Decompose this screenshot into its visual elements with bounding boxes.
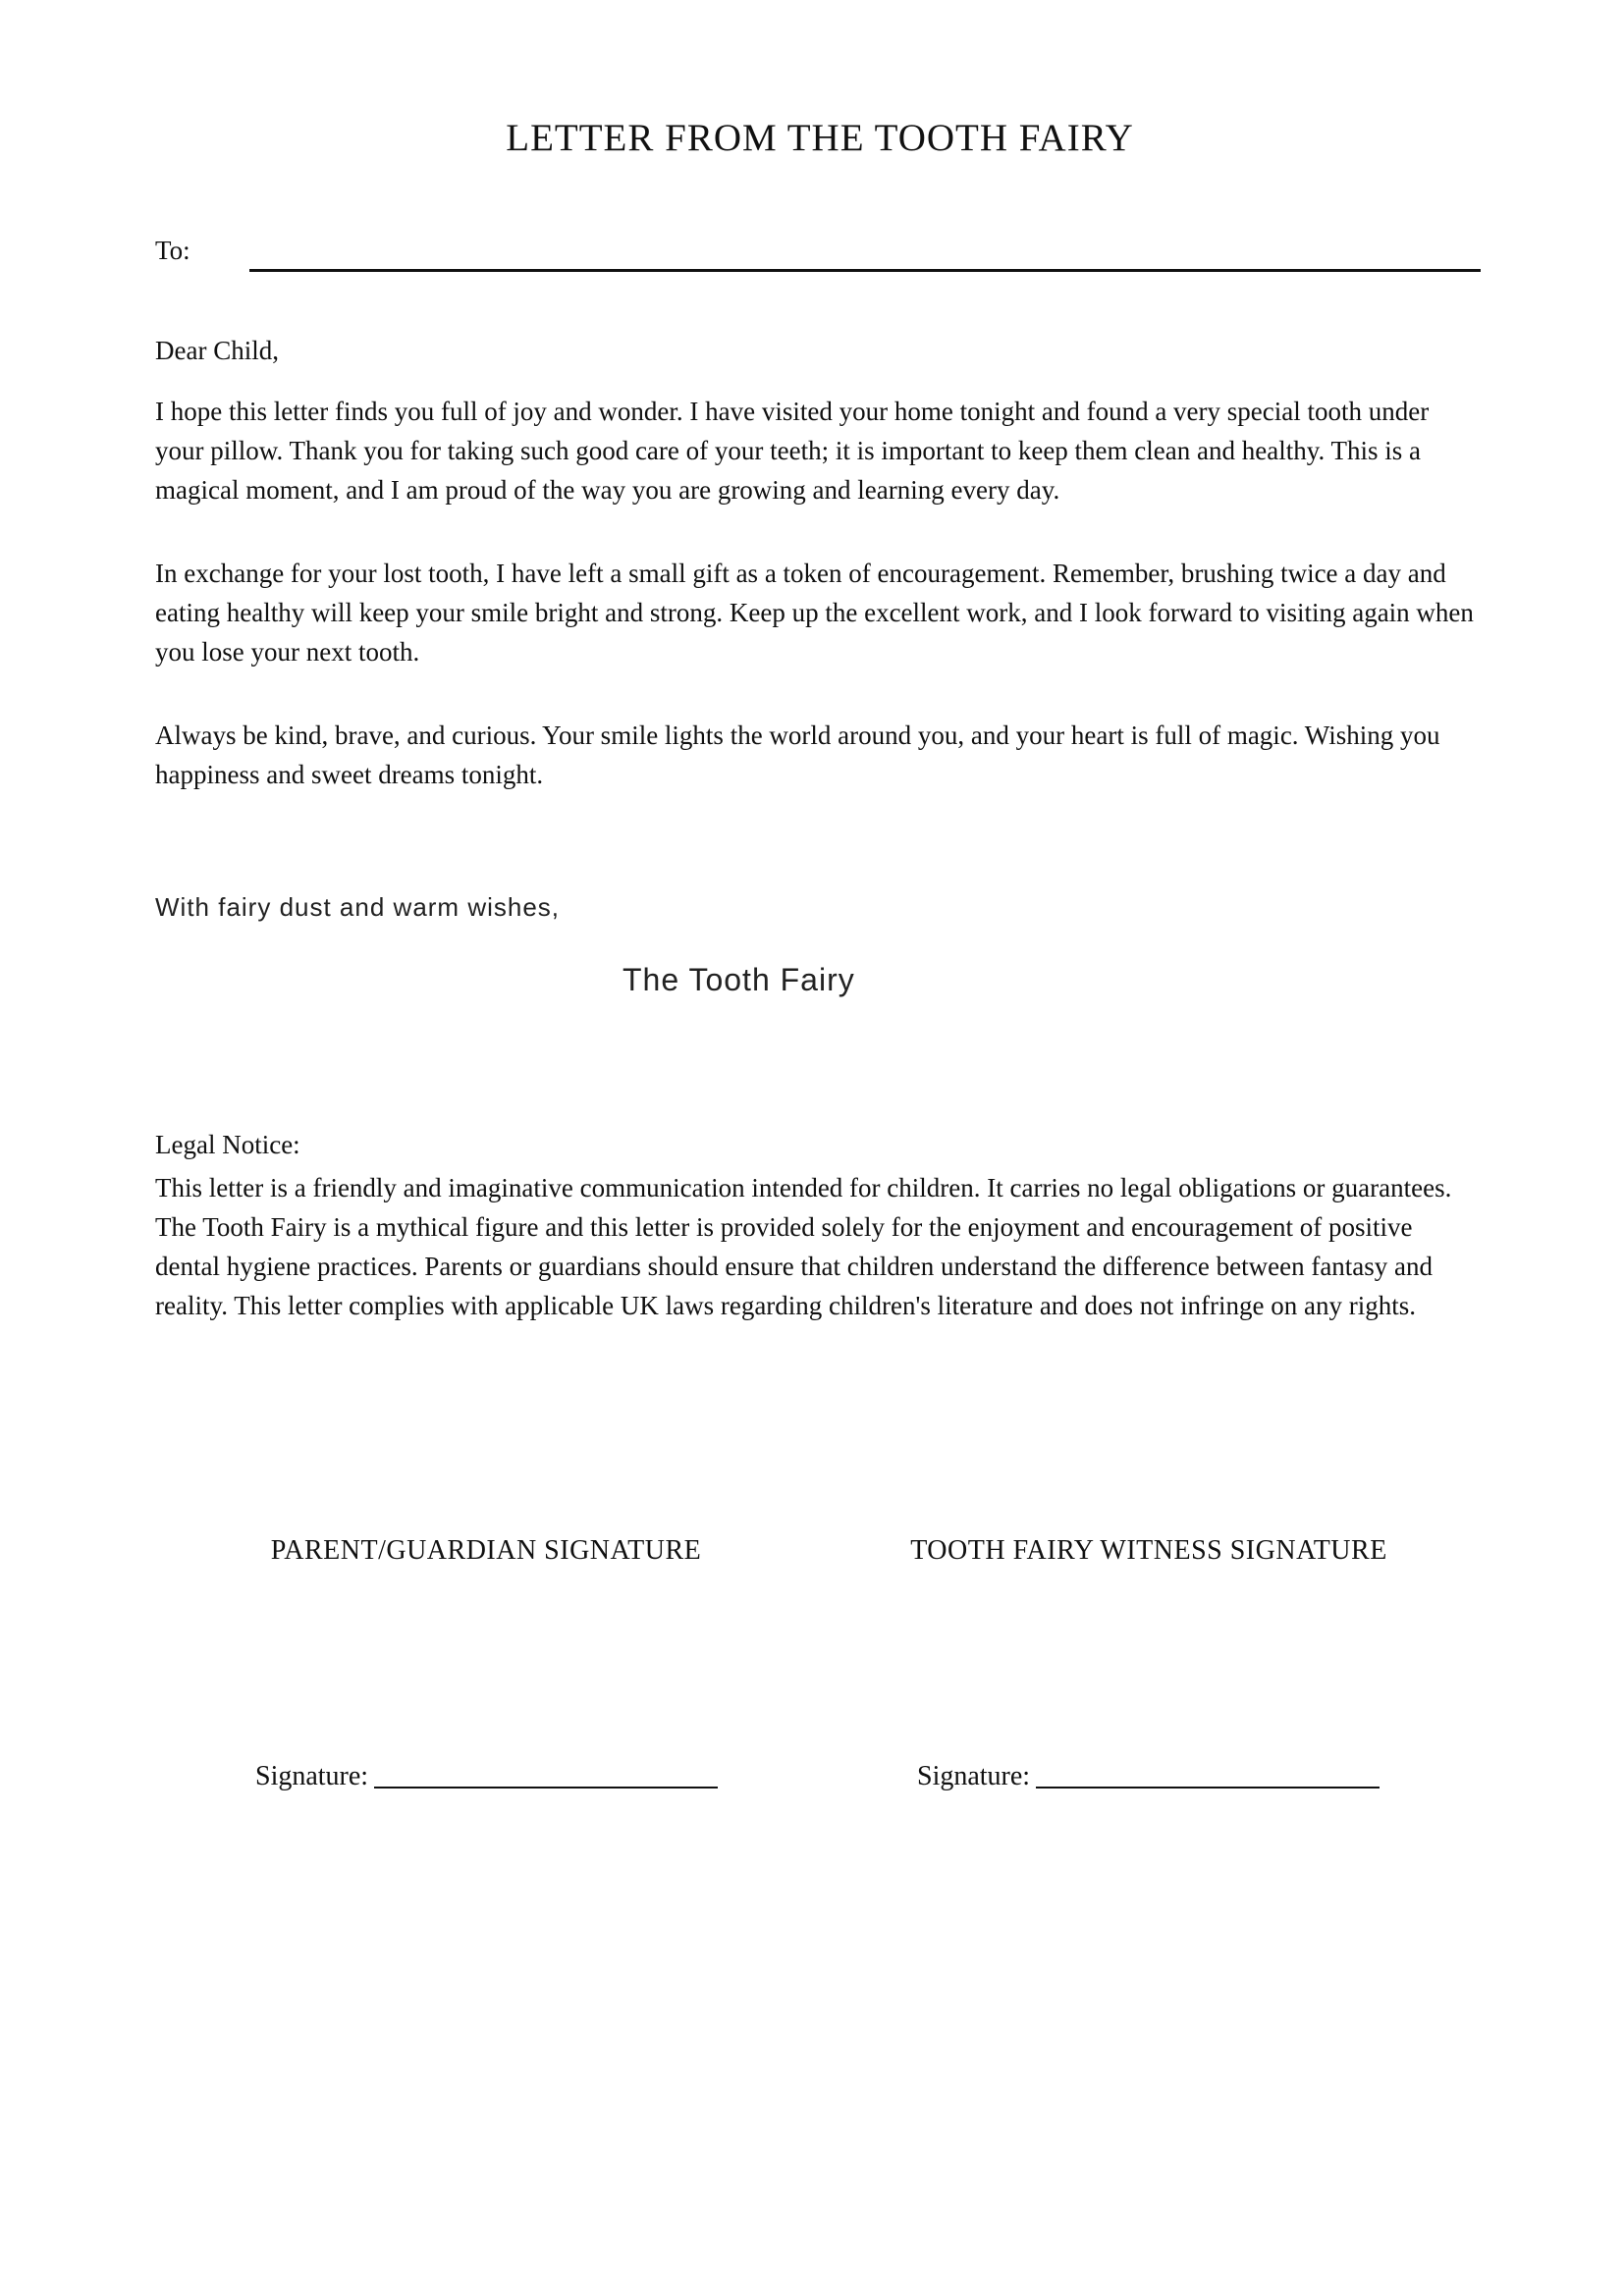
page-title: LETTER FROM THE TOOTH FAIRY — [506, 117, 1134, 159]
paragraph-1: I hope this letter finds you full of joy and wonder. I have visited your home tonight and found a very special tooth under your pillow. Thank you for taking such good care of your teeth; it is important to keep them clean and healthy. This is a magical moment, and I am proud of the way you are growing and learning every day. — [155, 397, 1430, 505]
paragraph-3: Always be kind, brave, and curious. Your smile lights the world around you, and your heart is full of magic. Wishing you happiness and sweet dreams tonight. — [155, 721, 1440, 789]
recipient-label: To: — [155, 236, 190, 265]
paragraph-2: In exchange for your lost tooth, I have left a small gift as a token of encouragement. Remember, brushing twice a day and eating healthy will keep your smile bright and strong. Keep up the excellent work, and I look forward to visiting again when you lose your next tooth. — [155, 559, 1474, 667]
parent-signature-field[interactable] — [255, 1755, 718, 1792]
parent-signature-label: Signature: — [255, 1761, 369, 1791]
witness-signature-field[interactable] — [917, 1755, 1380, 1792]
witness-signature-label: Signature: — [917, 1761, 1031, 1791]
legal-notice-body: This letter is a friendly and imaginative communication intended for children. It carries no legal obligations or guarantees. The Tooth Fairy is a mythical figure and this letter is provided solely for the enjoyment and encouragement of positive dental hygiene practices. Parents or guardians should ensure that children understand the difference between fantasy and reality. This letter complies with applicable UK laws regarding children's literature and does not infringe on any rights. — [155, 1173, 1452, 1320]
parent-signature-heading: PARENT/GUARDIAN SIGNATURE — [270, 1535, 702, 1566]
witness-signature-line[interactable] — [1036, 1759, 1380, 1789]
parent-signature-line[interactable] — [374, 1759, 718, 1789]
closing-line: With fairy dust and warm wishes, — [155, 892, 561, 922]
witness-signature-heading: TOOTH FAIRY WITNESS SIGNATURE — [910, 1535, 1387, 1566]
greeting: Dear Child, — [155, 336, 279, 365]
recipient-row — [155, 236, 1481, 275]
recipient-line — [249, 269, 1481, 272]
legal-notice-title: Legal Notice: — [155, 1130, 300, 1159]
tooth-fairy-signature: The Tooth Fairy — [623, 962, 855, 997]
